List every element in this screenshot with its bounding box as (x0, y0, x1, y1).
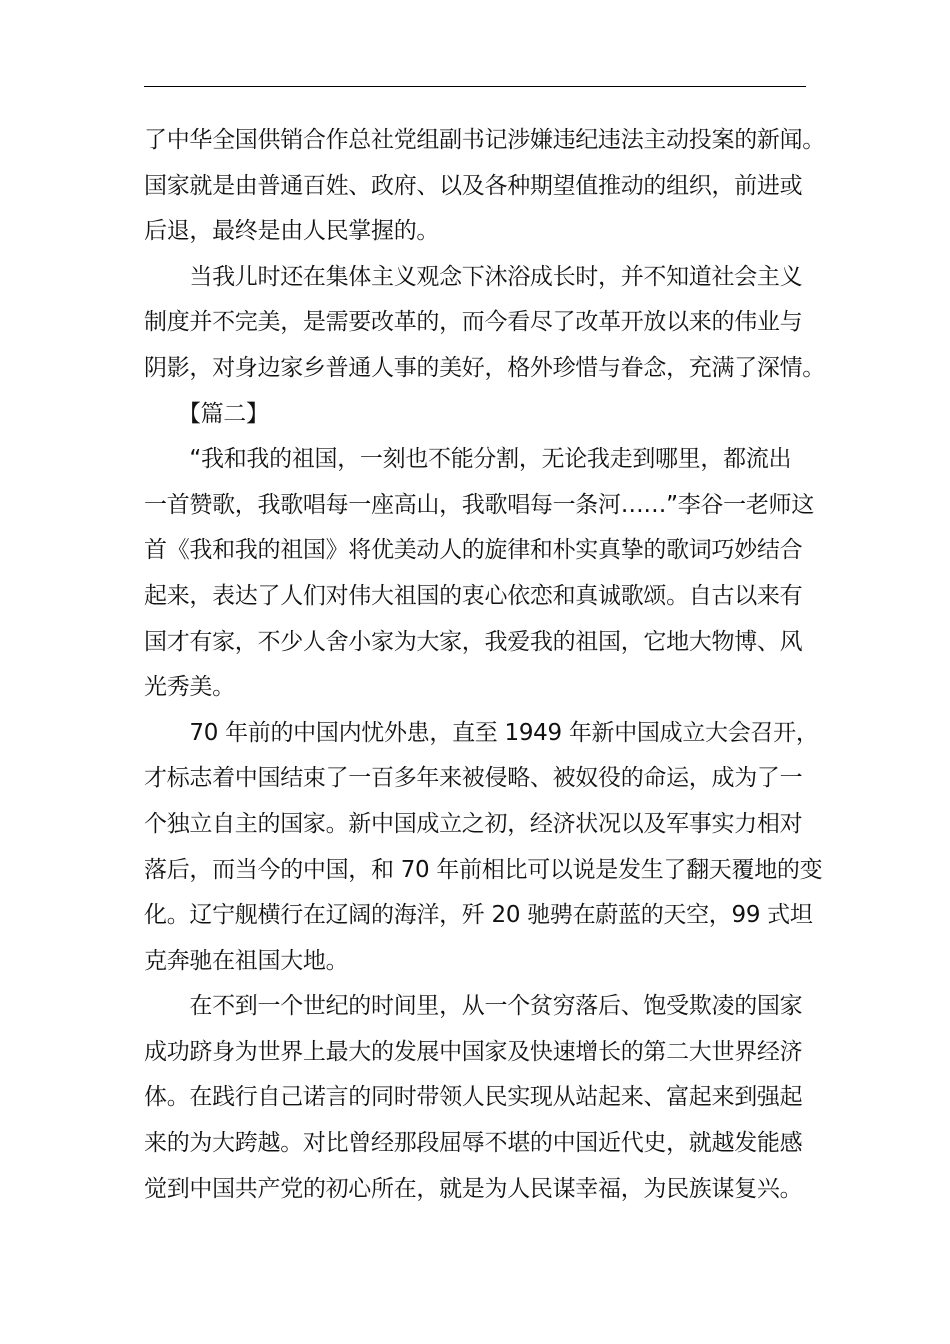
text-line: 来的为大跨越。对比曾经那段屈辱不堪的中国近代史，就越发能感 (144, 1130, 803, 1157)
text-line: 首《我和我的祖国》将优美动人的旋律和朴实真挚的歌词巧妙结合 (144, 537, 803, 564)
text-line: “我和我的祖国，一刻也不能分割，无论我走到哪里，都流出 (144, 446, 792, 473)
text-line: 体。在践行自己诺言的同时带领人民实现从站起来、富起来到强起 (144, 1084, 803, 1111)
text-line: 觉到中国共产党的初心所在，就是为人民谋幸福，为民族谋复兴。 (144, 1175, 803, 1202)
text-line: 成功跻身为世界上最大的发展中国家及快速增长的第二大世界经济 (144, 1038, 803, 1065)
text-line: 70 年前的中国内忧外患，直至 1949 年新中国成立大会召开， (144, 719, 819, 746)
text-line: 克奔驰在祖国大地。 (144, 947, 349, 974)
text-line: 国家就是由普通百姓、政府、以及各种期望值推动的组织，前进或 (144, 172, 803, 199)
document-body (144, 118, 826, 1212)
text-line: 一首赞歌，我歌唱每一座高山，我歌唱每一条河……”李谷一老师这 (144, 491, 814, 518)
text-line: 当我儿时还在集体主义观念下沐浴成长时，并不知道社会主义 (144, 263, 803, 290)
section-heading: 【篇二】 (144, 400, 269, 427)
header-rule (144, 86, 806, 87)
text-line: 化。辽宁舰横行在辽阔的海洋，歼 20 驰骋在蔚蓝的天空，99 式坦 (144, 902, 813, 929)
text-line: 了中华全国供销合作总社党组副书记涉嫌违纪违法主动投案的新闻。 (144, 127, 826, 153)
text-line: 在不到一个世纪的时间里，从一个贫穷落后、饱受欺凌的国家 (144, 993, 803, 1020)
text-line: 阴影，对身边家乡普通人事的美好，格外珍惜与眷念，充满了深情。 (144, 354, 826, 381)
text-line: 国才有家，不少人舍小家为大家，我爱我的祖国，它地大物博、风 (144, 628, 803, 655)
text-line: 个独立自主的国家。新中国成立之初，经济状况以及军事实力相对 (144, 810, 803, 837)
text-line: 起来，表达了人们对伟大祖国的衷心依恋和真诚歌颂。自古以来有 (144, 582, 803, 609)
text-line: 后退，最终是由人民掌握的。 (144, 218, 440, 245)
text-line: 落后，而当今的中国，和 70 年前相比可以说是发生了翻天覆地的变 (144, 856, 823, 883)
text-line: 制度并不完美，是需要改革的，而今看尽了改革开放以来的伟业与 (144, 309, 803, 336)
text-line: 才标志着中国结束了一百多年来被侵略、被奴役的命运，成为了一 (144, 765, 803, 792)
text-line: 光秀美。 (144, 674, 235, 701)
